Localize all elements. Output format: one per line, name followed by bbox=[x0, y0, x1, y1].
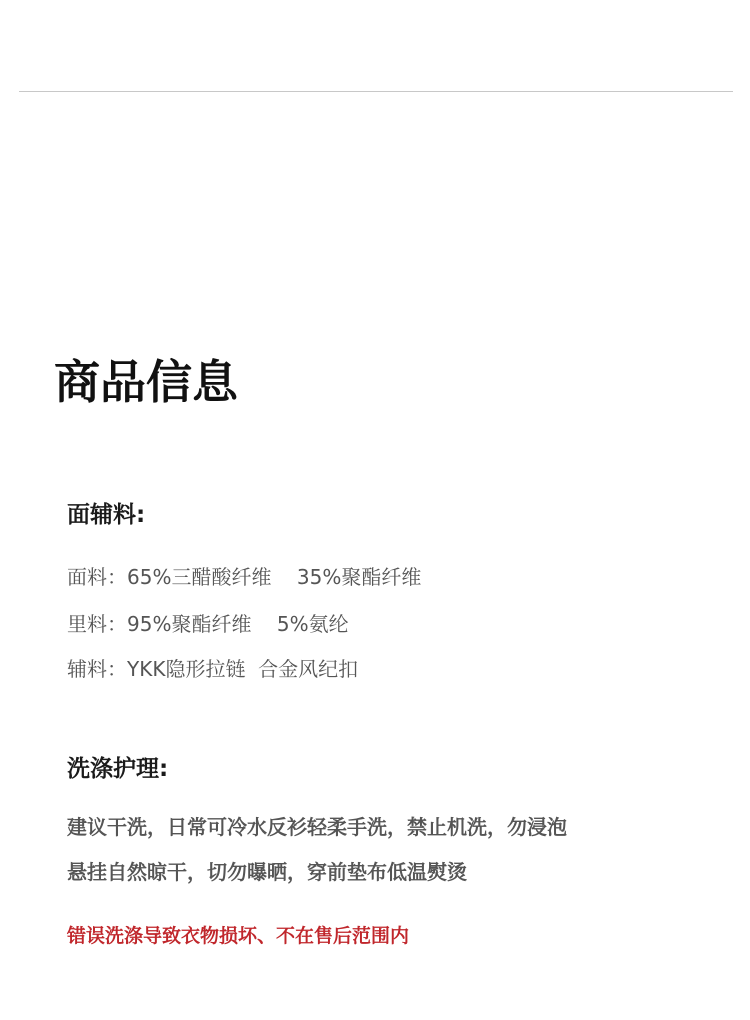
fabric-line-lining: 里料：95%聚酯纤维 5%氨纶 bbox=[67, 612, 349, 636]
fabric-heading: 面辅料: bbox=[67, 502, 146, 528]
care-warning: 错误洗涤导致衣物损坏、不在售后范围内 bbox=[67, 925, 410, 947]
fabric-line-shell: 面料：65%三醋酸纤维 35%聚酯纤维 bbox=[67, 565, 422, 589]
page-title: 商品信息 bbox=[54, 355, 238, 409]
fabric-line-trims: 辅料：YKK隐形拉链 合金风纪扣 bbox=[67, 657, 359, 681]
care-heading: 洗涤护理: bbox=[67, 756, 169, 782]
top-divider bbox=[19, 91, 733, 92]
care-instruction-dry: 悬挂自然晾干，切勿曝晒，穿前垫布低温熨烫 bbox=[67, 860, 467, 884]
care-instruction-wash: 建议干洗，日常可冷水反衫轻柔手洗，禁止机洗，勿浸泡 bbox=[67, 815, 567, 839]
